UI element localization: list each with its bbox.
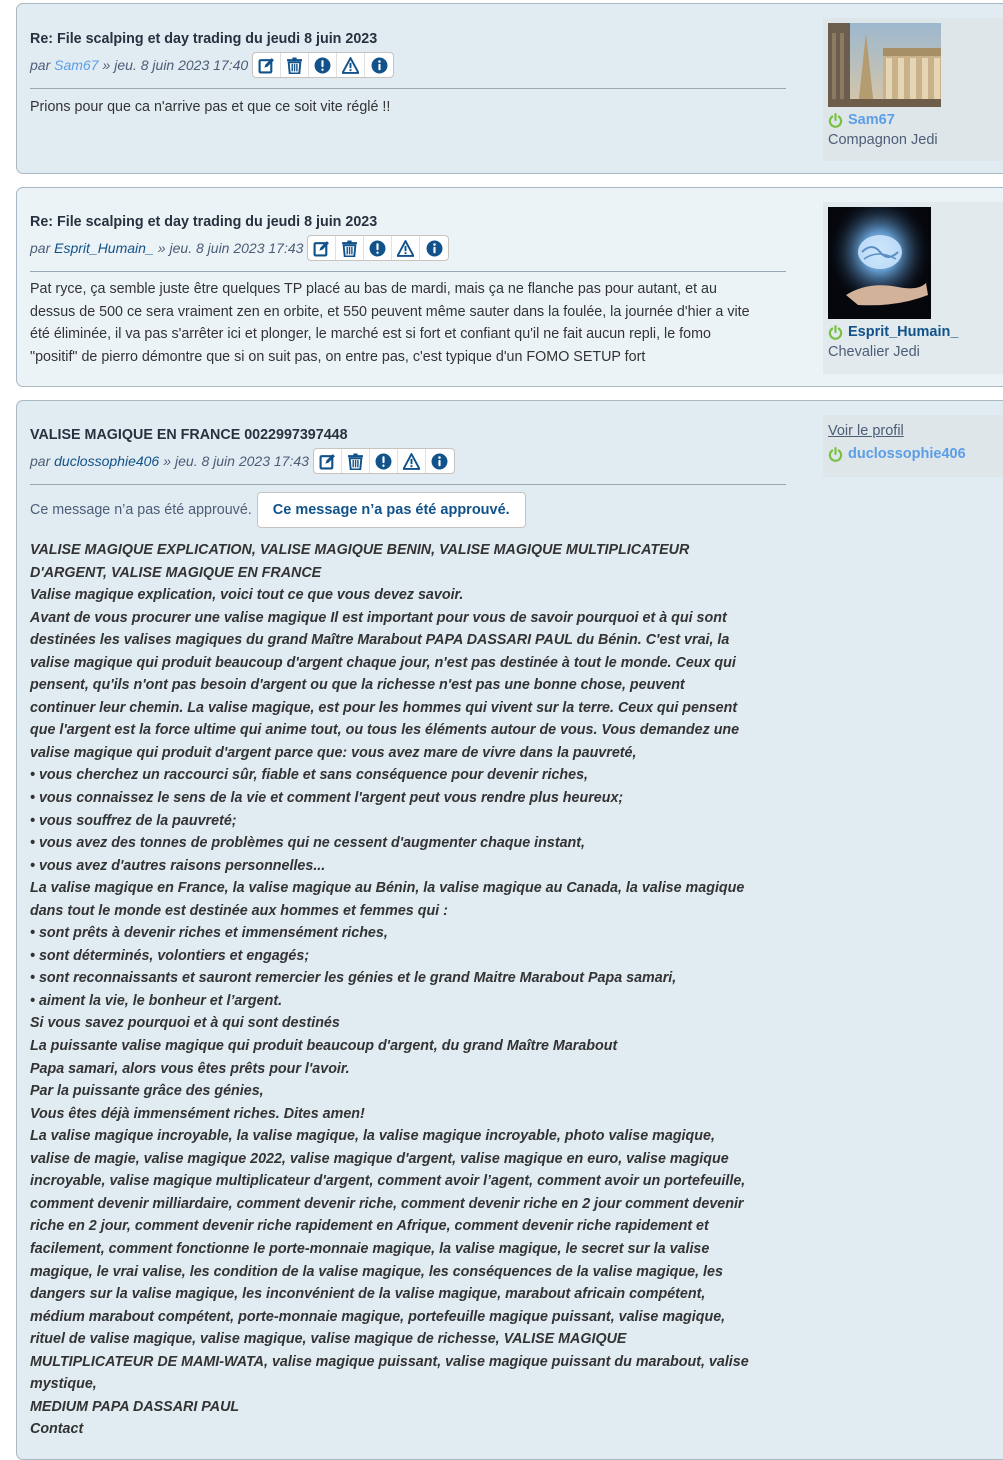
content-line: valise magique qui produit d'argent parce que: vous avez mare de vivre dans la pauvreté,	[30, 744, 637, 761]
content-line: • sont déterminés, volontiers et engagés;	[30, 947, 310, 964]
edit-icon	[319, 453, 336, 470]
divider	[30, 88, 786, 89]
report-icon	[369, 240, 386, 257]
content-line: mystique,	[30, 1376, 97, 1393]
edit-icon	[313, 240, 330, 257]
avatar[interactable]	[828, 23, 941, 107]
post-title[interactable]: Re: File scalping et day trading du jeudi 8 juin 2023	[30, 214, 378, 230]
delete-button[interactable]	[342, 449, 370, 473]
content-line: VALISE MAGIQUE EXPLICATION, VALISE MAGIQUE BENIN, VALISE MAGIQUE MULTIPLICATEUR	[30, 542, 690, 558]
post-1	[16, 3, 1003, 174]
delete-icon	[286, 57, 303, 74]
warn-icon	[342, 57, 359, 74]
post-meta	[30, 52, 786, 78]
info-icon	[426, 240, 443, 257]
post-action-buttons	[307, 235, 449, 261]
content-line: riche en 2 jour, comment devenir riche rapidement en Afrique, comment devenir riche rapidement et	[30, 1218, 709, 1235]
content-line: destinées les valises magiques du grand Maître Marabout PAPA DASSARI PAUL du Bénin. C'est vrai, la	[30, 632, 730, 649]
profile-username[interactable]	[828, 446, 1003, 462]
content-line: • vous connaissez le sens de la vie et comment l'argent peut vous rendre plus heureux;	[30, 790, 624, 807]
report-icon	[314, 57, 331, 74]
content-line: Contact	[30, 1421, 84, 1438]
info-button[interactable]	[426, 449, 454, 473]
content-line: magique, le vrai valise, les condition de la valise magique, les conséquences de la valise magique, les	[30, 1263, 723, 1280]
divider	[30, 271, 786, 272]
profile-username[interactable]	[828, 112, 1003, 128]
info-icon	[431, 453, 448, 470]
delete-icon	[347, 453, 364, 470]
warn-button[interactable]	[398, 449, 426, 473]
content-line: médium marabout compétent, porte-monnaie magique, portefeuille magique puissant, valise magique,	[30, 1308, 726, 1325]
post-action-buttons	[252, 52, 394, 78]
report-icon	[375, 453, 392, 470]
post-title[interactable]: VALISE MAGIQUE EN FRANCE 0022997397448	[30, 427, 348, 443]
profile-name-link[interactable]: Esprit_Humain_	[848, 324, 959, 340]
warn-icon	[397, 240, 414, 257]
content-line: Papa samari, alors vous êtes prêts pour l'avoir.	[30, 1060, 350, 1077]
by-label: par	[30, 57, 51, 73]
content-line: Valise magique explication, voici tout ce que vous devez savoir.	[30, 587, 464, 604]
approval-text: Ce message n’a pas été approuvé.	[30, 502, 252, 518]
post-datetime: jeu. 8 juin 2023 17:43	[175, 453, 309, 469]
content-line: dangers sur la valise magique, les inconvénient de la valise magique, marabout africain compétent,	[30, 1286, 706, 1303]
post-action-buttons	[313, 448, 455, 474]
content-line: • aiment la vie, le bonheur et l’argent.	[30, 992, 283, 1009]
content-line: La puissante valise magique qui produit beaucoup d'argent, du grand Maître Marabout	[30, 1038, 618, 1055]
divider	[30, 484, 786, 485]
by-label: par	[30, 453, 51, 469]
separator: »	[157, 240, 166, 256]
content-line: rituel de valise magique, valise magique, valise magique de richesse, VALISE MAGIQUE	[30, 1331, 627, 1348]
content-line: D'ARGENT, VALISE MAGIQUE EN FRANCE	[30, 564, 322, 581]
edit-button[interactable]	[253, 53, 281, 77]
post-author-link[interactable]: duclossophie406	[54, 453, 160, 469]
post-title[interactable]: Re: File scalping et day trading du jeudi 8 juin 2023	[30, 31, 378, 47]
post-author-link[interactable]: Sam67	[54, 57, 99, 73]
post-datetime: jeu. 8 juin 2023 17:43	[169, 240, 304, 256]
profile-name-link[interactable]: Sam67	[848, 112, 895, 128]
content-line: continuer leur chemin. La valise magique, est pour les hommes qui vivent sur la terre. Ceux qui pensent	[30, 699, 738, 716]
content-line: • vous souffrez de la pauvreté;	[30, 812, 237, 829]
content-line: La valise magique en France, la valise magique au Bénin, la valise magique au Canada, la valise magique	[30, 880, 745, 897]
post-profile	[823, 18, 1003, 161]
avatar-image	[828, 23, 941, 107]
post-datetime: jeu. 8 juin 2023 17:40	[114, 57, 249, 73]
content-line: facilement, comment fonctionne le porte-monnaie magique, la valise magique, le secret sur la valise	[30, 1240, 710, 1257]
content-line: • vous cherchez un raccourci sûr, fiable et sans conséquence pour devenir riches,	[30, 767, 589, 784]
post-content: Prions pour que ca n'arrive pas et que ce soit vite réglé !!	[30, 99, 391, 115]
content-line: valise magique qui produit beaucoup d'argent chaque jour, n'est pas destinée à tout le monde. Ceux qui	[30, 654, 736, 671]
post-content	[30, 539, 800, 1441]
post-3	[16, 400, 1003, 1460]
online-icon	[828, 113, 843, 128]
avatar-image	[828, 207, 931, 319]
edit-button[interactable]	[308, 236, 336, 260]
info-icon	[371, 57, 388, 74]
warn-icon	[403, 453, 420, 470]
content-line: "positif" de pierro démontre que si on suit pas, on entre pas, c'est typique d'un FOMO SETUP fort	[30, 348, 646, 365]
report-button[interactable]	[309, 53, 337, 77]
content-line: MULTIPLICATEUR DE MAMI-WATA, valise magique puissant, valise magique puissant du marabout, valise	[30, 1353, 749, 1370]
content-line: dans tout le monde est destinée aux hommes et femmes qui :	[30, 902, 448, 919]
approve-button[interactable]: Ce message n’a pas été approuvé.	[257, 492, 526, 528]
warn-button[interactable]	[392, 236, 420, 260]
delete-icon	[341, 240, 358, 257]
edit-button[interactable]	[314, 449, 342, 473]
info-button[interactable]	[365, 53, 393, 77]
content-line: La valise magique incroyable, la valise magique, la valise magique incroyable, photo valise magique,	[30, 1128, 715, 1145]
content-line: • sont reconnaissants et sauront remercier les génies et le grand Maitre Marabout Papa samari,	[30, 970, 677, 987]
delete-button[interactable]	[281, 53, 309, 77]
post-2	[16, 187, 1003, 387]
content-line: Avant de vous procurer une valise magique Il est important pour vous de savoir pourquoi et à qui sont	[30, 609, 727, 626]
content-line: incroyable, valise magique multiplicateur d'argent, comment avoir l’agent, comment avoir un portefeuille,	[30, 1173, 746, 1190]
avatar[interactable]	[828, 207, 931, 319]
post-profile	[823, 415, 1003, 477]
content-line: Si vous savez pourquoi et à qui sont destinés	[30, 1015, 340, 1032]
content-line: • vous avez d'autres raisons personnelles...	[30, 857, 326, 874]
content-line: • sont prêts à devenir riches et immensément riches,	[30, 925, 388, 942]
post-author-link[interactable]: Esprit_Humain_	[54, 240, 154, 256]
edit-icon	[258, 57, 275, 74]
content-line: été éliminée, il va pas s'arrêter ici et plonger, le marché est si fort et confiant qu'il ne fait aucun repli, le fomo	[30, 326, 711, 343]
warn-button[interactable]	[337, 53, 365, 77]
content-line: que l'argent est la force ultime qui anime tout, ou tous les éléments autour de vous. Vous demandez une	[30, 722, 740, 739]
post-profile	[823, 202, 1003, 374]
report-button[interactable]	[364, 236, 392, 260]
profile-name-link[interactable]: duclossophie406	[848, 446, 966, 462]
info-button[interactable]	[420, 236, 448, 260]
content-line: • vous avez des tonnes de problèmes qui ne cessent d'augmenter chaque instant,	[30, 835, 586, 852]
content-line: Vous êtes déjà immensément riches. Dites amen!	[30, 1105, 365, 1122]
online-icon	[828, 325, 843, 340]
content-line: dessus de 500 ce sera vraiment zen en orbite, et 550 peuvent même sauter dans la foulée, la journée d'hier a vite	[30, 303, 750, 320]
user-rank: Compagnon Jedi	[828, 132, 938, 148]
user-rank: Chevalier Jedi	[828, 344, 920, 360]
content-line: pensent, qu'ils n'ont pas besoin d'argent ou que la richesse n'est pas une bonne chose, peuvent	[30, 677, 685, 694]
delete-button[interactable]	[336, 236, 364, 260]
content-line: Par la puissante grâce des génies,	[30, 1083, 264, 1100]
content-line: Pat ryce, ça semble juste être quelques TP placé au bas de mardi, mais ça ne flanche pas pour autant, et au	[30, 281, 717, 297]
post-meta	[30, 235, 786, 261]
separator: »	[102, 57, 111, 73]
approval-notice	[30, 492, 786, 528]
post-content	[30, 278, 786, 368]
post-meta	[30, 448, 786, 474]
content-line: valise de magie, valise magique 2022, valise magique d'argent, valise magique en euro, valise magique	[30, 1150, 729, 1167]
report-button[interactable]	[370, 449, 398, 473]
content-line: comment devenir milliardaire, comment devenir riche, comment devenir riche en 2 jour comment devenir	[30, 1195, 744, 1212]
view-profile-link[interactable]: Voir le profil	[828, 423, 904, 439]
online-icon	[828, 447, 843, 462]
profile-username[interactable]	[828, 324, 1003, 340]
content-line: MEDIUM PAPA DASSARI PAUL	[30, 1398, 240, 1415]
separator: »	[163, 453, 172, 469]
by-label: par	[30, 240, 51, 256]
